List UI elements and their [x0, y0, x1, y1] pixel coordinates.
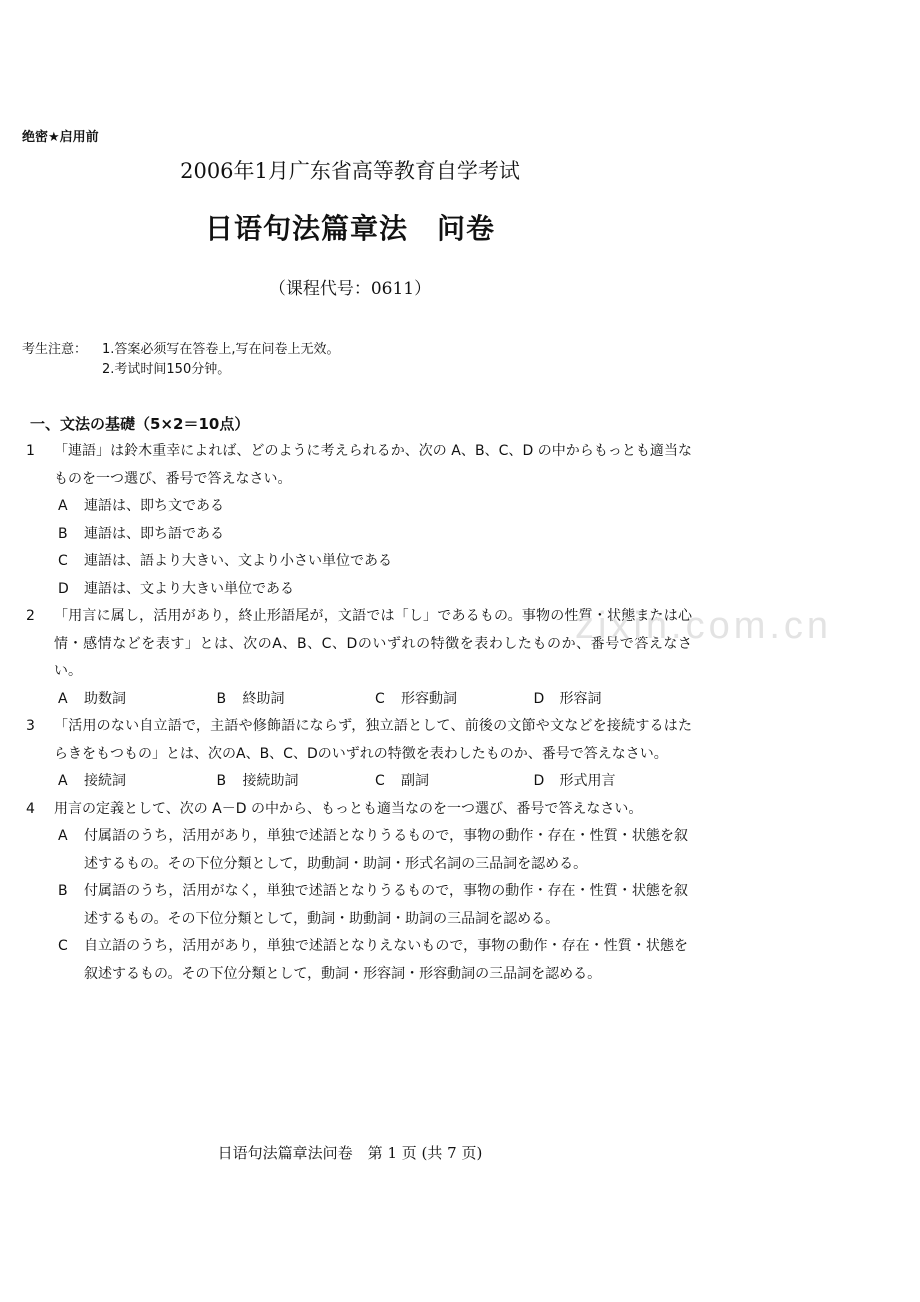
option-a	[22, 823, 692, 878]
option-letter: A	[58, 773, 68, 789]
option-text: 形式用言	[559, 773, 616, 789]
option-letter: A	[58, 828, 68, 844]
option-text: 接続助詞	[242, 773, 299, 789]
question-section	[22, 410, 692, 988]
page-footer: 日语句法篇章法问卷 第 1 页 (共 7 页)	[217, 1144, 483, 1162]
exam-title: 2006年1月广东省高等教育自学考试	[180, 159, 520, 183]
option-text: 連語は、語より大きい、文より小さい単位である	[84, 553, 392, 569]
option-d	[534, 768, 693, 796]
option-letter: C	[375, 690, 385, 707]
option-c	[22, 933, 692, 988]
option-text: 形容動詞	[401, 690, 457, 707]
option-b	[22, 521, 692, 549]
notice-item: 1.答案必须写在答卷上,写在问卷上无效。	[102, 342, 340, 357]
notice-item: 2.考试时间150分钟。	[102, 362, 231, 377]
option-letter: B	[58, 883, 68, 899]
option-letter: A	[58, 498, 68, 514]
option-b	[22, 878, 692, 933]
question-text: 「連語」は鈴木重幸によれば、どのように考えられるか、次の A、B、C、D の中からもっとも適当なものを一つ選び、番号で答えなさい。	[54, 443, 692, 487]
option-letter: D	[533, 690, 545, 707]
option-text: 形容詞	[559, 690, 602, 707]
question-4	[22, 796, 692, 824]
question-number: 2	[26, 608, 35, 624]
option-c	[22, 548, 692, 576]
option-letter: B	[58, 525, 68, 542]
option-text: 連語は、文より大きい単位である	[84, 580, 294, 597]
question-number: 3	[26, 718, 35, 734]
question-3	[22, 713, 692, 768]
course-code: （课程代号：0611）	[268, 279, 432, 299]
option-text: 副詞	[401, 773, 429, 789]
option-text: 連語は、即ち文である	[84, 498, 224, 514]
option-d	[22, 576, 692, 604]
option-letter: C	[58, 938, 68, 954]
secret-mark: 绝密★启用前	[22, 130, 99, 145]
option-letter: C	[375, 773, 385, 789]
question-1	[22, 438, 692, 493]
option-text: 終助詞	[242, 690, 285, 707]
question-number: 1	[26, 443, 35, 459]
option-c	[375, 768, 534, 796]
option-a	[58, 768, 217, 796]
option-b	[217, 686, 376, 714]
option-letter: C	[58, 553, 68, 569]
exam-notice	[22, 340, 340, 380]
option-letter: A	[58, 690, 68, 707]
option-c	[375, 686, 534, 714]
notice-label: 考生注意：	[22, 342, 88, 357]
option-letter: B	[216, 773, 227, 789]
option-d	[534, 686, 693, 714]
watermark: zixin.com.cn	[575, 605, 833, 647]
paper-title: 日语句法篇章法 问卷	[204, 212, 495, 245]
option-text: 助数詞	[84, 690, 126, 707]
question-text: 用言の定義として、次の A－D の中から、もっとも適当なのを一つ選び、番号で答えなさい。	[54, 800, 643, 817]
option-a	[22, 493, 692, 521]
option-text: 付属語のうち，活用があり，単独で述語となりうるもので，事物の動作・存在・性質・状態を叙述するもの。その下位分類として，助動詞・助詞・形式名詞の三品詞を認める。	[84, 828, 688, 872]
option-text: 連語は、即ち語である	[84, 525, 224, 542]
question-number: 4	[26, 800, 35, 817]
question-text: 「活用のない自立語で，主語や修飾語にならず，独立語として、前後の文節や文などを接続するはたらきをもつもの」とは、次のA、B、C、Dのいずれの特徴を表わしたものか、番号で答えなさい。	[54, 718, 692, 762]
option-text: 付属語のうち，活用がなく，単独で述語となりうるもので，事物の動作・存在・性質・状態を叙述するもの。その下位分類として，動詞・助動詞・助詞の三品詞を認める。	[84, 883, 688, 927]
option-row	[22, 686, 692, 714]
question-text: 「用言に属し，活用があり，終止形語尾が，文語では「し」であるもの。事物の性質・状態または心情・感情などを表す」とは、次のA、B、C、Dのいずれの特徴を表わしたものか、番号で答えなさい。	[54, 608, 692, 679]
option-letter: B	[216, 690, 227, 707]
option-row	[22, 768, 692, 796]
option-a	[58, 686, 217, 714]
option-letter: D	[58, 580, 69, 597]
option-text: 自立語のうち，活用があり，単独で述語となりえないもので，事物の動作・存在・性質・状態を叙述するもの。その下位分類として，動詞・形容詞・形容動詞の三品詞を認める。	[84, 938, 688, 982]
option-text: 接続詞	[84, 773, 126, 789]
option-letter: D	[533, 773, 545, 789]
option-b	[217, 768, 376, 796]
section-title: 一、文法の基礎（5×2＝10点）	[30, 415, 250, 433]
